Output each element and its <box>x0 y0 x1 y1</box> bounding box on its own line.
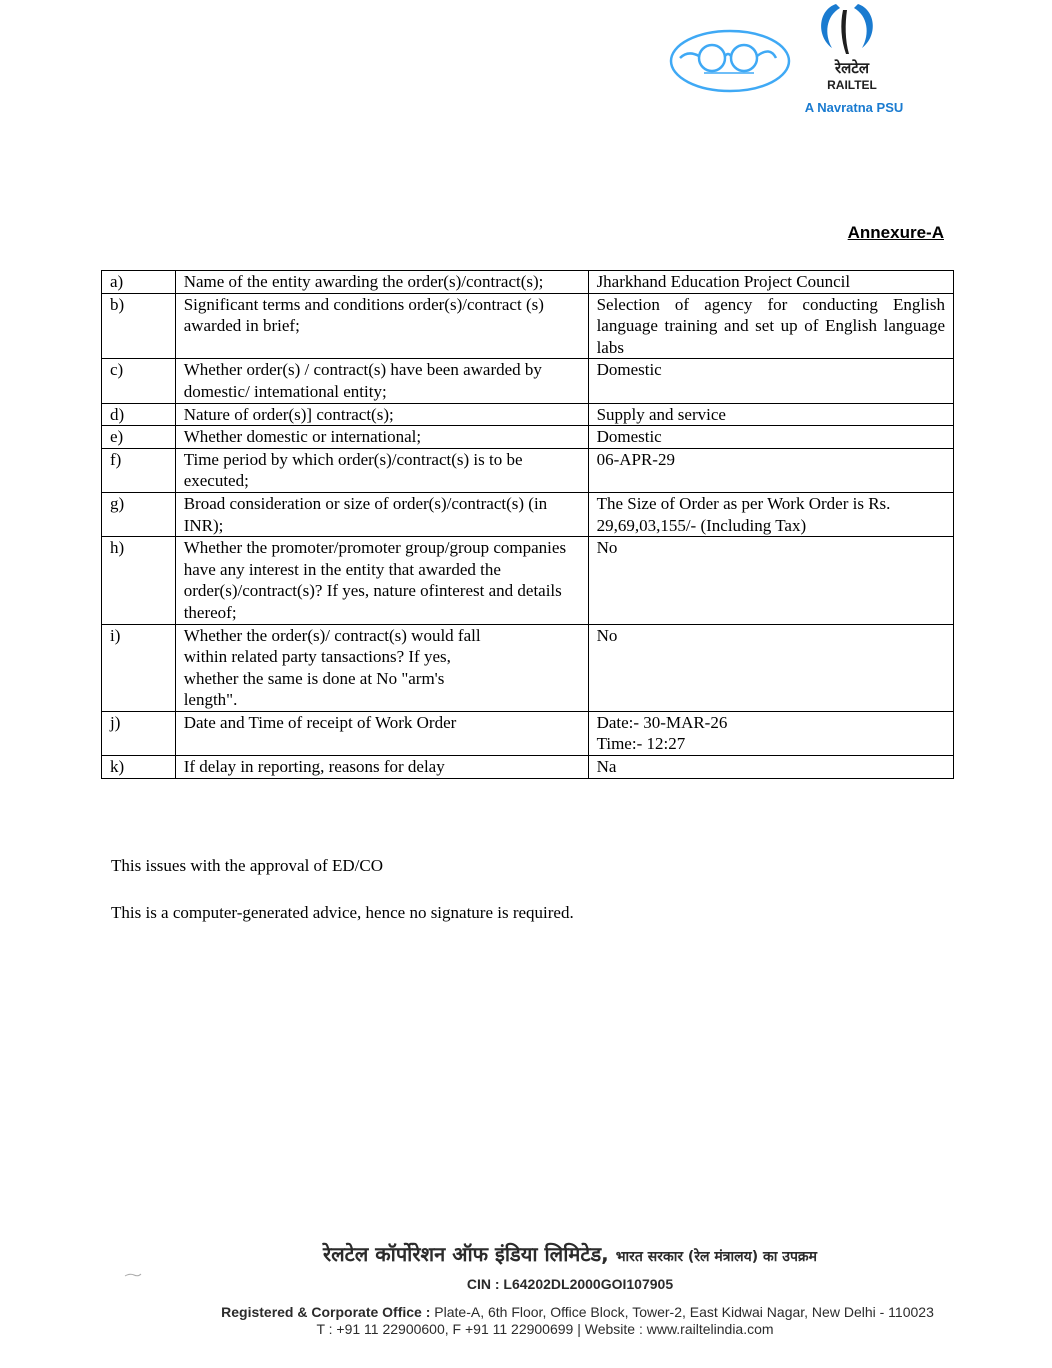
table-row <box>102 448 954 492</box>
table-row <box>102 293 954 359</box>
company-name-hindi: रेलटेल कॉर्पोरेशन ऑफ इंडिया लिमिटेड, <box>322 1242 609 1266</box>
footer <box>100 1240 980 1338</box>
annexure-title: Annexure-A <box>847 223 944 242</box>
swachh-bharat-logo <box>668 28 792 94</box>
railtel-wordmark: RAILTEL <box>827 78 877 92</box>
railtel-logo-icon <box>810 0 884 58</box>
table-row <box>102 624 954 711</box>
footer-office-address <box>175 1304 980 1321</box>
row-answer: Domestic <box>588 359 953 403</box>
computer-generated-note: This is a computer-generated advice, hence no signature is required. <box>111 903 574 922</box>
row-answer: No <box>588 624 953 711</box>
row-label: f) <box>102 448 176 492</box>
table-row <box>102 403 954 426</box>
row-question: Whether domestic or international; <box>175 426 588 449</box>
order-details-table <box>101 270 954 779</box>
table-row <box>102 359 954 403</box>
row-question: Whether the promoter/promoter group/group companies have any interest in the entity that awarded the order(s)/contract(s)? If yes, nature ofinterest and details thereof; <box>175 537 588 624</box>
row-label: e) <box>102 426 176 449</box>
row-label: g) <box>102 492 176 536</box>
row-label: h) <box>102 537 176 624</box>
row-question: Date and Time of receipt of Work Order <box>175 711 588 755</box>
row-answer: No <box>588 537 953 624</box>
footer-company-name <box>160 1240 980 1271</box>
table-row <box>102 756 954 779</box>
office-address: Plate-A, 6th Floor, Office Block, Tower-2, East Kidwai Nagar, New Delhi - 110023 <box>434 1304 934 1320</box>
office-label: Registered & Corporate Office : <box>221 1304 431 1320</box>
row-question: Significant terms and conditions order(s)/contract (s) awarded in brief; <box>175 293 588 359</box>
row-label: c) <box>102 359 176 403</box>
approval-note: This issues with the approval of ED/CO <box>111 856 383 875</box>
row-label: j) <box>102 711 176 755</box>
railtel-hindi-wordmark: रेलटेल <box>834 59 870 77</box>
row-question: Broad consideration or size of order(s)/contract(s) (in INR); <box>175 492 588 536</box>
row-label: k) <box>102 756 176 779</box>
table-row <box>102 711 954 755</box>
row-answer: Supply and service <box>588 403 953 426</box>
row-question: Whether the order(s)/ contract(s) would fall within related party tansactions? If yes, whether the same is done at No "arm's length". <box>175 624 588 711</box>
header-logos <box>664 0 924 125</box>
row-answer: Na <box>588 756 953 779</box>
footer-cin: CIN : L64202DL2000GOI107905 <box>466 1276 674 1292</box>
row-question: Time period by which order(s)/contract(s) is to be executed; <box>175 448 588 492</box>
row-answer: Date:- 30-MAR-26 Time:- 12:27 <box>588 711 953 755</box>
row-label: i) <box>102 624 176 711</box>
row-label: d) <box>102 403 176 426</box>
row-answer: Selection of agency for conducting English language training and set up of English language labs <box>588 293 953 359</box>
table-row <box>102 537 954 624</box>
row-label: a) <box>102 271 176 294</box>
navratna-tagline: A Navratna PSU <box>804 100 904 115</box>
table-row <box>102 271 954 294</box>
table-row <box>102 426 954 449</box>
row-answer: Jharkhand Education Project Council <box>588 271 953 294</box>
row-answer: Domestic <box>588 426 953 449</box>
row-question: If delay in reporting, reasons for delay <box>175 756 588 779</box>
table-row <box>102 492 954 536</box>
row-question: Nature of order(s)] contract(s); <box>175 403 588 426</box>
ministry-hindi: भारत सरकार (रेल मंत्रालय) का उपक्रम <box>615 1249 818 1265</box>
row-question: Name of the entity awarding the order(s)/contract(s); <box>175 271 588 294</box>
row-answer: The Size of Order as per Work Order is Rs. 29,69,03,155/- (Including Tax) <box>588 492 953 536</box>
row-answer: 06-APR-29 <box>588 448 953 492</box>
row-question: Whether order(s) / contract(s) have been awarded by domestic/ intemational entity; <box>175 359 588 403</box>
row-label: b) <box>102 293 176 359</box>
footer-contact: T : +91 11 22900600, F +91 11 22900699 | Website : www.railtelindia.com <box>316 1321 774 1337</box>
